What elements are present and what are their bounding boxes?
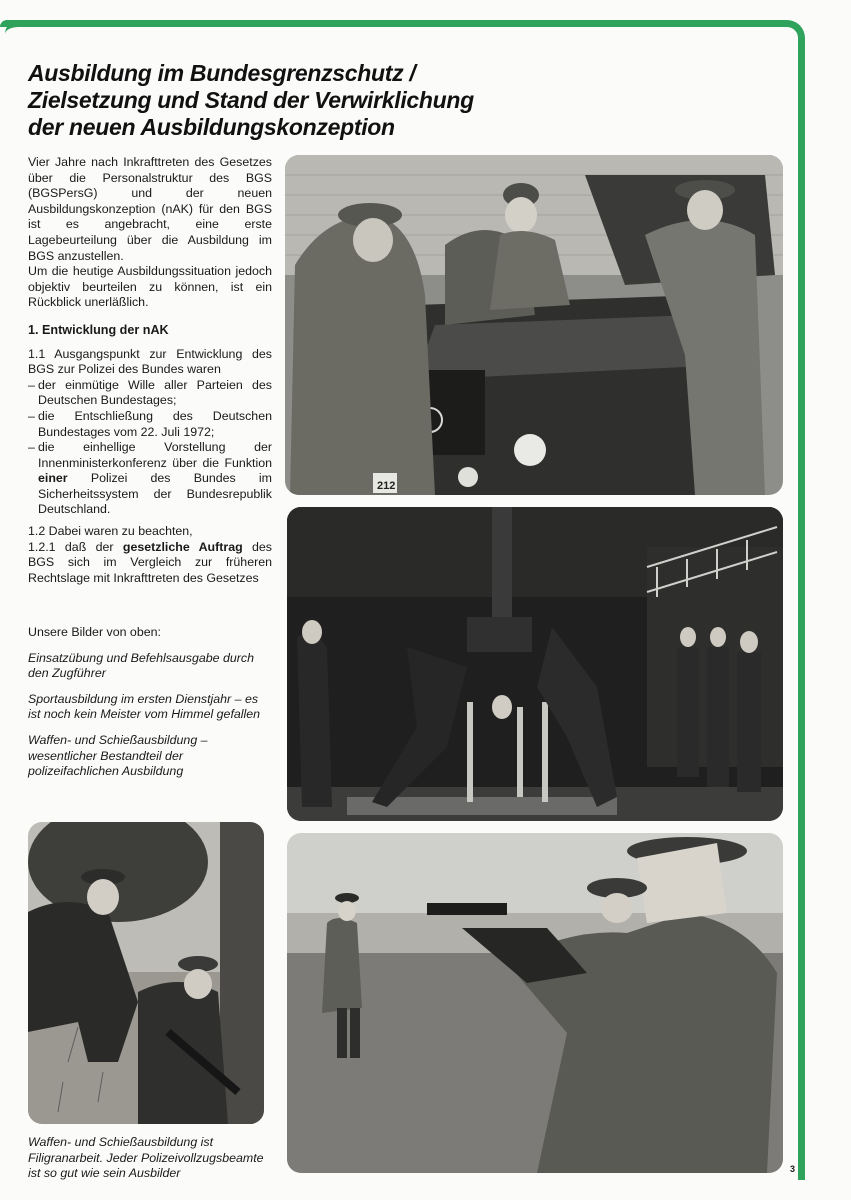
caption-photo-1: Einsatzübung und Befehlsausgabe durch den Zugführer bbox=[28, 650, 254, 681]
intro-paragraph-1: Vier Jahre nach Inkrafttreten des Gesetzes über die Personalstruktur des BGS (BGSPersG) und der neuen Ausbildungskonzeption (nAK) für den BGS ist es angebracht, eine erste Lagebeurteilung über die Ausbildung im BGS anzustellen. bbox=[28, 155, 272, 263]
title-line-1: Ausbildung im Bundesgrenzschutz / bbox=[28, 60, 416, 86]
license-plate: 212 bbox=[377, 480, 396, 492]
paragraph-1-2: 1.2 Dabei waren zu beachten, bbox=[28, 524, 193, 539]
caption-photo-2: Sportausbildung im ersten Dienstjahr – es ist noch kein Meister vom Himmel gefallen bbox=[28, 691, 261, 722]
p121-text-b: des BGS sich im Vergleich zur früheren Rechtslage mit Inkrafttreten des Gesetzes bbox=[28, 539, 272, 585]
section-heading: 1. Entwicklung der nAK bbox=[28, 322, 169, 337]
list-item bbox=[28, 440, 272, 518]
bullet-list bbox=[28, 378, 272, 518]
p121-text-a: 1.2.1 daß der bbox=[28, 539, 123, 554]
intro-paragraph-2: Um die heutige Ausbildungssituation jedoch objektiv beurteilen zu können, ist ein Rückblick unerläßlich. bbox=[28, 264, 272, 310]
photo-captions bbox=[28, 625, 268, 790]
photo-vehicle-briefing bbox=[285, 155, 783, 495]
photo-rifle-training bbox=[28, 822, 264, 1124]
article-text-column bbox=[28, 155, 272, 586]
bullet3-text-b: Polizei des Bundes im Sicherheitssystem der Bundesrepublik Deutschland. bbox=[38, 471, 272, 517]
title-line-2: Zielsetzung und Stand der Verwirklichung bbox=[28, 87, 474, 113]
p121-bold: gesetzliche Auftrag bbox=[122, 539, 243, 554]
paragraph-1-2-1 bbox=[28, 540, 272, 587]
list-item: – die Entschließung des Deutschen Bundestages vom 22. Juli 1972; bbox=[28, 409, 272, 440]
page-number: 3 bbox=[790, 1164, 796, 1174]
captions-heading: Unsere Bilder von oben: bbox=[28, 625, 161, 639]
photo-pistol-training bbox=[287, 833, 783, 1173]
bullet3-bold: einer bbox=[38, 471, 68, 486]
list-item: – der einmütige Wille aller Parteien des Deutschen Bundestages; bbox=[28, 378, 272, 409]
page-title bbox=[28, 60, 648, 141]
photo-gym-training bbox=[287, 507, 783, 821]
caption-bottom-photo: Waffen- und Schießausbildung ist Filigranarbeit. Jeder Polizeivollzugsbeamte ist so gut wie sein Ausbilder bbox=[28, 1135, 264, 1181]
caption-photo-3: Waffen- und Schießausbildung – wesentlicher Bestandteil der polizeifachlichen Ausbildung bbox=[28, 732, 208, 779]
bullet3-text-a: die einhellige Vorstellung der Innenministerkonferenz über die Funktion bbox=[38, 440, 272, 470]
title-line-3: der neuen Ausbildungskonzeption bbox=[28, 114, 395, 140]
paragraph-1-1: 1.1 Ausgangspunkt zur Entwicklung des BGS zur Polizei des Bundes waren bbox=[28, 346, 272, 377]
